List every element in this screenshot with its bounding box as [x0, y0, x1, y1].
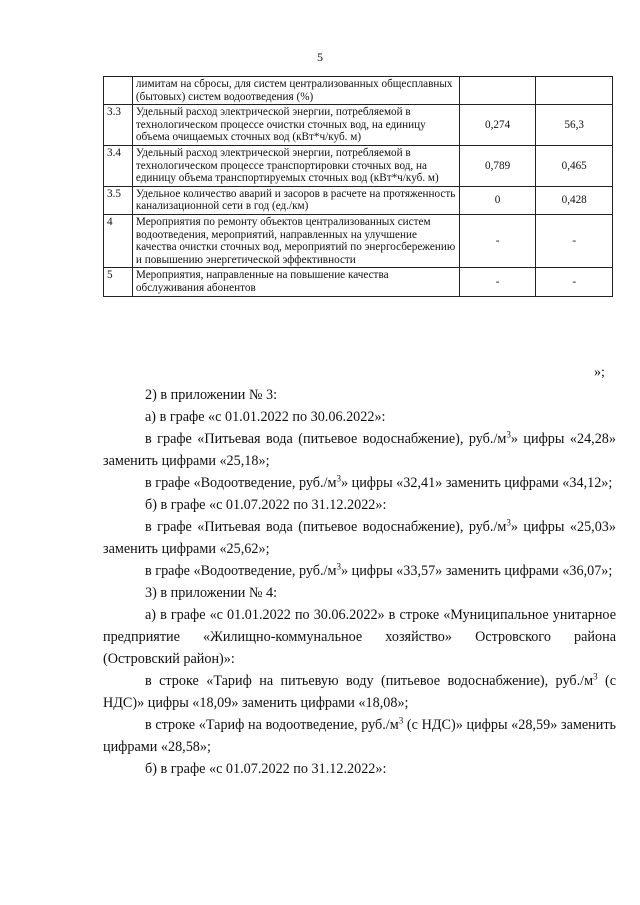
row-value-1: 0 — [459, 186, 536, 214]
paragraph — [103, 670, 616, 714]
paragraph: а) в графе «с 01.01.2022 по 30.06.2022»: — [145, 409, 386, 425]
closing-quote: »; — [594, 365, 605, 380]
row-description: лимитам на сбросы, для систем централизованных общесплавных (бытовых) систем водоотведения (%) — [132, 77, 459, 105]
row-value-1: - — [459, 214, 536, 267]
paragraph: 2) в приложении № 3: — [145, 387, 278, 403]
row-value-1: - — [459, 268, 536, 296]
row-number — [104, 77, 133, 105]
paragraph: а) в графе «с 01.01.2022 по 30.06.2022» в строке «Муниципальное унитарное предприятие «Жилищно-коммунальное хозяйство» Островского района (Островский район)»: — [103, 607, 616, 667]
superscript: 3 — [336, 561, 341, 572]
row-number: 3.5 — [104, 186, 133, 214]
table-row — [104, 186, 613, 214]
row-number: 3.4 — [104, 145, 133, 186]
paragraph: б) в графе «с 01.07.2022 по 31.12.2022»: — [145, 761, 387, 777]
table-row — [104, 145, 613, 186]
row-description: Удельный расход электрической энергии, потребляемой в технологическом процессе очистки сточных вод, на единицу объема очищаемых сточных вод (кВт*ч/куб. м) — [132, 105, 459, 146]
paragraph-text: (с НДС)» цифры «28,59» заменить цифрами «28,58»; — [103, 717, 616, 755]
row-description: Мероприятия по ремонту объектов централизованных систем водоотведения, мероприятий, направленных на улучшение качества очистки сточных вод, мероприятий по энергосбережению и повышению энергетической эффективности — [132, 214, 459, 267]
row-value-1: 0,274 — [459, 105, 536, 146]
superscript: 3 — [336, 473, 341, 484]
row-description: Удельный расход электрической энергии, потребляемой в технологическом процессе транспортировки сточных вод, на единицу объема транспортируемых сточных вод (кВт*ч/куб. м) — [132, 145, 459, 186]
paragraph — [103, 472, 616, 494]
paragraph-text: (с НДС)» цифры «18,09» заменить цифрами «18,08»; — [103, 673, 616, 711]
paragraph-text: » цифры «33,57» заменить цифрами «36,07»; — [340, 563, 613, 579]
row-value-2 — [536, 77, 613, 105]
paragraph — [103, 428, 616, 472]
paragraph-text: в строке «Тариф на питьевую воду (питьевое водоснабжение), руб./м — [145, 673, 594, 689]
table-row — [104, 77, 613, 105]
row-number: 3.3 — [104, 105, 133, 146]
amendments-text — [103, 384, 616, 780]
paragraph — [103, 560, 616, 582]
row-number: 5 — [104, 268, 133, 296]
superscript: 3 — [593, 671, 598, 682]
superscript: 3 — [506, 429, 511, 440]
paragraph-text: в графе «Водоотведение, руб./м — [145, 563, 337, 579]
table-row — [104, 214, 613, 267]
row-value-2: 0,428 — [536, 186, 613, 214]
paragraph — [103, 516, 616, 560]
row-value-2: 56,3 — [536, 105, 613, 146]
superscript: 3 — [506, 517, 511, 528]
row-value-2: - — [536, 268, 613, 296]
row-value-1: 0,789 — [459, 145, 536, 186]
row-description: Удельное количество аварий и засоров в расчете на протяженность канализационной сети в год (ед./км) — [132, 186, 459, 214]
paragraph-text: » цифры «25,03» заменить цифрами «25,62»; — [103, 519, 616, 557]
row-value-2: - — [536, 214, 613, 267]
table-row — [104, 105, 613, 146]
paragraph-text: » цифры «24,28» заменить цифрами «25,18»; — [103, 431, 616, 469]
paragraph-text: в графе «Питьевая вода (питьевое водоснабжение), руб./м — [145, 519, 507, 535]
row-value-2: 0,465 — [536, 145, 613, 186]
paragraph — [103, 714, 616, 758]
paragraph-text: в графе «Питьевая вода (питьевое водоснабжение), руб./м — [145, 431, 507, 447]
paragraph-text: в строке «Тариф на водоотведение, руб./м — [145, 717, 399, 733]
superscript: 3 — [398, 715, 404, 726]
row-description: Мероприятия, направленные на повышение качества обслуживания абонентов — [132, 268, 459, 296]
paragraph: б) в графе «с 01.07.2022 по 31.12.2022»: — [145, 497, 387, 513]
row-value-1 — [459, 77, 536, 105]
paragraph-text: » цифры «32,41» заменить цифрами «34,12»; — [340, 475, 613, 491]
paragraph-text: в графе «Водоотведение, руб./м — [145, 475, 337, 491]
table-row — [104, 268, 613, 296]
page-number: 5 — [317, 50, 323, 64]
row-number: 4 — [104, 214, 133, 267]
paragraph: 3) в приложении № 4: — [145, 585, 278, 601]
indicators-table — [103, 76, 613, 297]
